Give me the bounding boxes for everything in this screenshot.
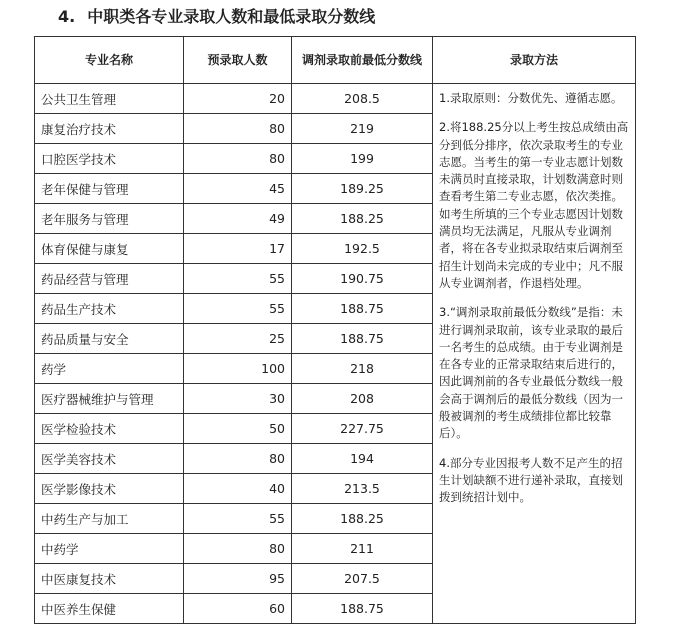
method-paragraph: 2.将188.25分以上考生按总成绩由高分到低分排序，依次录取考生的专业志愿。当考生的第一专业志愿计划数未满员时直接录取，计划数满意时则查看考生第二专业志愿，依次类推。如考生所填的三个专业志愿因计划数满员均无法满足，凡服从专业调剂者，将在各专业拟录取结束后调剂至招生计划尚未完成的专业中；凡不服从专业调剂者，作退档处理。 — [439, 120, 629, 290]
table-header-row — [35, 37, 636, 84]
section-title: 中职类各专业录取人数和最低录取分数线 — [87, 7, 376, 26]
min-score-cell: 218 — [292, 354, 433, 384]
major-name-cell: 体育保健与康复 — [35, 234, 184, 264]
major-name-cell: 口腔医学技术 — [35, 144, 184, 174]
header-score: 调剂录取前最低分数线 — [292, 37, 433, 84]
major-name-cell: 医学检验技术 — [35, 414, 184, 444]
major-name-cell: 康复治疗技术 — [35, 114, 184, 144]
major-name-cell: 医学影像技术 — [35, 474, 184, 504]
min-score-cell: 190.75 — [292, 264, 433, 294]
major-name-cell: 药品经营与管理 — [35, 264, 184, 294]
enroll-count-cell: 80 — [184, 444, 292, 474]
method-paragraph: 4.部分专业因报考人数不足产生的招生计划缺额不进行递补录取，直接划拨到统招计划中。 — [439, 455, 623, 505]
min-score-cell: 189.25 — [292, 174, 433, 204]
section-heading — [58, 4, 375, 27]
table-row — [35, 84, 636, 114]
min-score-cell: 199 — [292, 144, 433, 174]
method-paragraph: 1.录取原则：分数优先、遵循志愿。 — [439, 91, 623, 105]
enroll-count-cell: 17 — [184, 234, 292, 264]
major-name-cell: 医疗器械维护与管理 — [35, 384, 184, 414]
enroll-count-cell: 80 — [184, 144, 292, 174]
admission-method-cell — [433, 84, 636, 624]
major-name-cell: 药学 — [35, 354, 184, 384]
major-name-cell: 老年服务与管理 — [35, 204, 184, 234]
min-score-cell: 211 — [292, 534, 433, 564]
major-name-cell: 药品质量与安全 — [35, 324, 184, 354]
enroll-count-cell: 55 — [184, 294, 292, 324]
enroll-count-cell: 50 — [184, 414, 292, 444]
min-score-cell: 192.5 — [292, 234, 433, 264]
enroll-count-cell: 40 — [184, 474, 292, 504]
enroll-count-cell: 95 — [184, 564, 292, 594]
major-name-cell: 中药生产与加工 — [35, 504, 184, 534]
section-number: 4. — [58, 7, 76, 26]
min-score-cell: 208 — [292, 384, 433, 414]
header-count: 预录取人数 — [184, 37, 292, 84]
enroll-count-cell: 80 — [184, 114, 292, 144]
min-score-cell: 188.25 — [292, 504, 433, 534]
enroll-count-cell: 80 — [184, 534, 292, 564]
major-name-cell: 老年保健与管理 — [35, 174, 184, 204]
enroll-count-cell: 25 — [184, 324, 292, 354]
enroll-count-cell: 20 — [184, 84, 292, 114]
min-score-cell: 188.75 — [292, 324, 433, 354]
enroll-count-cell: 49 — [184, 204, 292, 234]
enroll-count-cell: 45 — [184, 174, 292, 204]
method-paragraph: 3.“调剂录取前最低分数线”是指：未进行调剂录取前，该专业录取的最后一名考生的总成绩。由于专业调剂是在各专业的正常录取结束后进行的，因此调剂前的各专业最低分数线一般会高于调剂后的最低分数线（因为一般被调剂的考生成绩排位都比较靠后）。 — [439, 305, 623, 441]
enroll-count-cell: 30 — [184, 384, 292, 414]
min-score-cell: 227.75 — [292, 414, 433, 444]
min-score-cell: 213.5 — [292, 474, 433, 504]
major-name-cell: 公共卫生管理 — [35, 84, 184, 114]
enroll-count-cell: 60 — [184, 594, 292, 624]
header-method: 录取方法 — [433, 37, 636, 84]
enroll-count-cell: 55 — [184, 504, 292, 534]
min-score-cell: 207.5 — [292, 564, 433, 594]
major-name-cell: 中医康复技术 — [35, 564, 184, 594]
admission-table — [34, 36, 636, 624]
enroll-count-cell: 100 — [184, 354, 292, 384]
enroll-count-cell: 55 — [184, 264, 292, 294]
header-name: 专业名称 — [35, 37, 184, 84]
min-score-cell: 219 — [292, 114, 433, 144]
min-score-cell: 188.75 — [292, 294, 433, 324]
min-score-cell: 208.5 — [292, 84, 433, 114]
min-score-cell: 188.25 — [292, 204, 433, 234]
major-name-cell: 中医养生保健 — [35, 594, 184, 624]
major-name-cell: 药品生产技术 — [35, 294, 184, 324]
major-name-cell: 中药学 — [35, 534, 184, 564]
min-score-cell: 188.75 — [292, 594, 433, 624]
min-score-cell: 194 — [292, 444, 433, 474]
major-name-cell: 医学美容技术 — [35, 444, 184, 474]
